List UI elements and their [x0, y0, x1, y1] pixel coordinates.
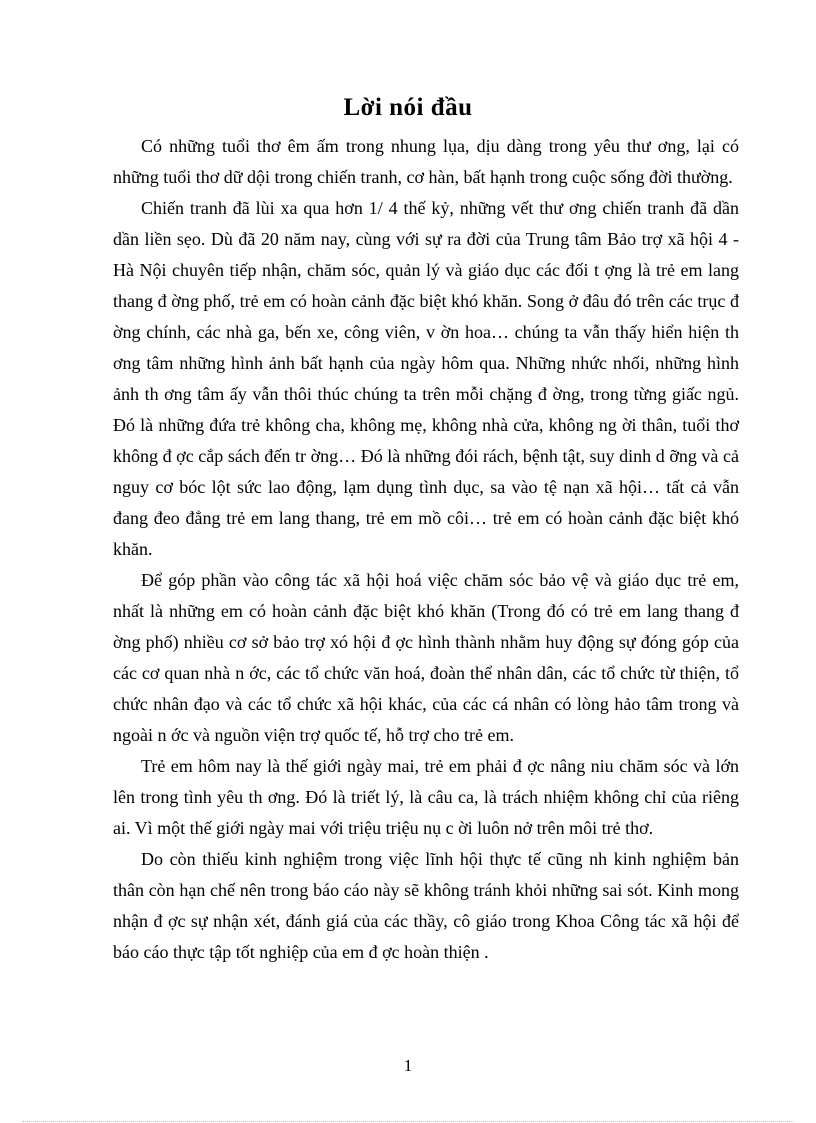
paragraph-3: Để góp phần vào công tác xã hội hoá việc chăm sóc bảo vệ và giáo dục trẻ em, nhất là những em có hoàn cảnh đặc biệt khó khăn (Trong đó có trẻ em lang thang đ ờng phố) nhiều cơ sở bảo trợ xó hội đ ợc hình thành nhằm huy động sự đóng góp của các cơ quan nhà n ớc, các tổ chức văn hoá, đoàn thể nhân dân, các tổ chức từ thiện, tổ chức nhân đạo và các tổ chức xã hội khác, của các cá nhân có lòng hảo tâm trong và ngoài n ớc và nguồn viện trợ quốc tế, hỗ trợ cho trẻ em.: [113, 570, 739, 745]
document-title: Lời nói đầu: [343, 94, 473, 121]
page-number: 1: [403, 1056, 413, 1075]
paragraph-5: Do còn thiếu kinh nghiệm trong việc lĩnh hội thực tế cũng nh kinh nghiệm bản thân còn hạn chế nên trong báo cáo này sẽ không tránh khỏi những sai sót. Kinh mong nhận đ ợc sự nhận xét, đánh giá của các thầy, cô giáo trong Khoa Công tác xã hội để báo cáo thực tập tốt nghiệp của em đ ợc hoàn thiện .: [113, 849, 739, 962]
document-body: [113, 131, 739, 968]
paragraph-4: Trẻ em hôm nay là thế giới ngày mai, trẻ em phải đ ợc nâng niu chăm sóc và lớn lên trong tình yêu th ơng. Đó là triết lý, là câu ca, là trách nhiệm không chỉ của riêng ai. Vì một thế giới ngày mai với triệu triệu nụ c ời luôn nở trên môi trẻ thơ.: [113, 756, 739, 838]
paragraph-1: Có những tuổi thơ êm ấm trong nhung lụa, dịu dàng trong yêu thư ơng, lại có những tuổi thơ dữ dội trong chiến tranh, cơ hàn, bất hạnh trong cuộc sống đời thường.: [113, 136, 739, 187]
page-bottom-border: [22, 1121, 794, 1122]
paragraph-2: Chiến tranh đã lùi xa qua hơn 1/ 4 thế kỷ, những vết thư ơng chiến tranh đã dần dần liền sẹo. Dù đã 20 năm nay, cùng với sự ra đời của Trung tâm Bảo trợ xã hội 4 - Hà Nội chuyên tiếp nhận, chăm sóc, quản lý và giáo dục các đối t ợng là trẻ em lang thang đ ờng phố, trẻ em có hoàn cảnh đặc biệt khó khăn. Song ở đâu đó trên các trục đ ờng chính, các nhà ga, bến xe, công viên, v ờn hoa… chúng ta vẫn thấy hiển hiện th ơng tâm những hình ảnh bất hạnh của ngày hôm qua. Những nhức nhối, những hình ảnh th ơng tâm ấy vẫn thôi thúc chúng ta trên mỗi chặng đ ờng, trong từng giấc ngủ. Đó là những đứa trẻ không cha, không mẹ, không nhà cửa, không ng ời thân, tuổi thơ không đ ợc cắp sách đến tr ờng… Đó là những đói rách, bệnh tật, suy dinh d ỡng và cả nguy cơ bóc lột sức lao động, lạm dụng tình dục, sa vào tệ nạn xã hội… tất cả vẫn đang đeo đẳng trẻ em lang thang, trẻ em mồ côi… trẻ em có hoàn cảnh đặc biệt khó khăn.: [113, 198, 739, 559]
